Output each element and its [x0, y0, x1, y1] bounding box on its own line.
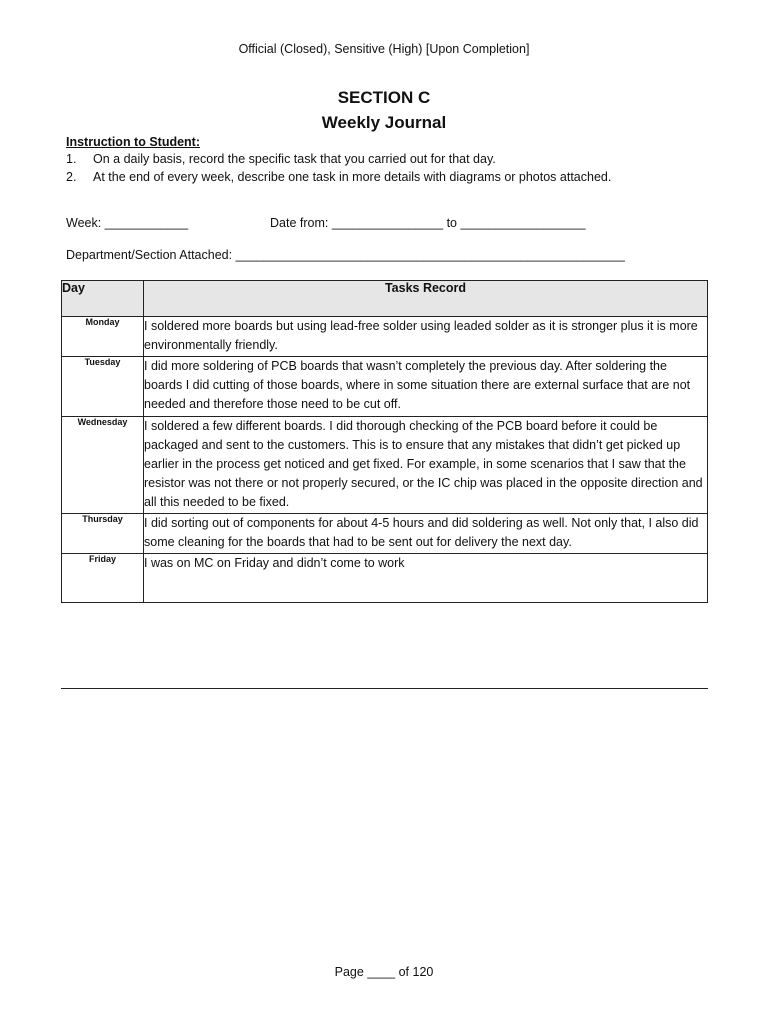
- table-row: [62, 317, 708, 357]
- table-row: [62, 417, 708, 514]
- date-from-blank: ________________: [331, 216, 444, 230]
- page-footer: [0, 965, 768, 979]
- instruction-text: At the end of every week, describe one task in more details with diagrams or photos attached.: [93, 169, 612, 184]
- department-label: Department/Section Attached:: [66, 248, 233, 262]
- task-cell: I was on MC on Friday and didn’t come to work: [144, 554, 708, 603]
- classification-header: Official (Closed), Sensitive (High) [Upon Completion]: [238, 42, 530, 56]
- task-cell: I soldered a few different boards. I did thorough checking of the PCB board before it could be packaged and sent to the customers. This is to ensure that any mistakes that didn’t get picked up earlier in the process get noticed and get fixed. For example, in some scenarios that I saw that the resistor was not there or not properly secured, or the IC chip was placed in the opposite direction and all this needed to be fixed.: [144, 417, 708, 514]
- day-cell: Monday: [62, 317, 144, 357]
- section-title: SECTION C: [337, 88, 431, 107]
- table-header-row: [62, 281, 708, 317]
- department-field: [66, 248, 625, 262]
- task-cell: I soldered more boards but using lead-free solder using leaded solder as it is stronger plus it is more environmentally friendly.: [144, 317, 708, 357]
- instruction-number: 1.: [66, 152, 77, 166]
- page-total: of 120: [398, 965, 434, 979]
- instructions-list: [66, 151, 611, 186]
- page-number-blank: ____: [367, 965, 396, 979]
- task-cell: I did sorting out of components for about 4-5 hours and did soldering as well. Not only that, I also did some cleaning for the boards that had to be sent out for delivery the next day.: [144, 514, 708, 554]
- date-to-blank: __________________: [460, 216, 586, 230]
- page-title: Weekly Journal: [321, 113, 447, 132]
- task-cell: I did more soldering of PCB boards that wasn’t completely the previous day. After soldering the boards I did cutting of those boards, where in some situation there are external surface that are not needed and therefore those need to be cut off.: [144, 357, 708, 417]
- date-from-label: Date from:: [270, 216, 329, 230]
- divider: [61, 688, 708, 689]
- table-row: [62, 554, 708, 603]
- day-cell: Thursday: [62, 514, 144, 554]
- week-blank: ____________: [104, 216, 189, 230]
- instruction-item: [66, 169, 611, 187]
- table-row: [62, 357, 708, 417]
- page-label: Page: [334, 965, 364, 979]
- day-cell: Friday: [62, 554, 144, 603]
- tasks-table: [61, 280, 708, 603]
- week-field: [66, 216, 188, 230]
- instruction-number: 2.: [66, 169, 77, 184]
- tasks-column-header: Tasks Record: [144, 281, 708, 317]
- day-cell: Wednesday: [62, 417, 144, 514]
- department-blank: ________________________________________________________: [235, 248, 625, 262]
- instruction-text: On a daily basis, record the specific task that you carried out for that day.: [93, 152, 496, 166]
- instructions-heading: Instruction to Student:: [66, 135, 201, 149]
- table-row: [62, 514, 708, 554]
- week-label: Week:: [66, 216, 102, 230]
- instruction-item: [66, 151, 611, 169]
- date-range-field: [270, 216, 586, 230]
- day-cell: Tuesday: [62, 357, 144, 417]
- day-column-header: Day: [62, 281, 144, 317]
- date-to-label: to: [446, 216, 457, 230]
